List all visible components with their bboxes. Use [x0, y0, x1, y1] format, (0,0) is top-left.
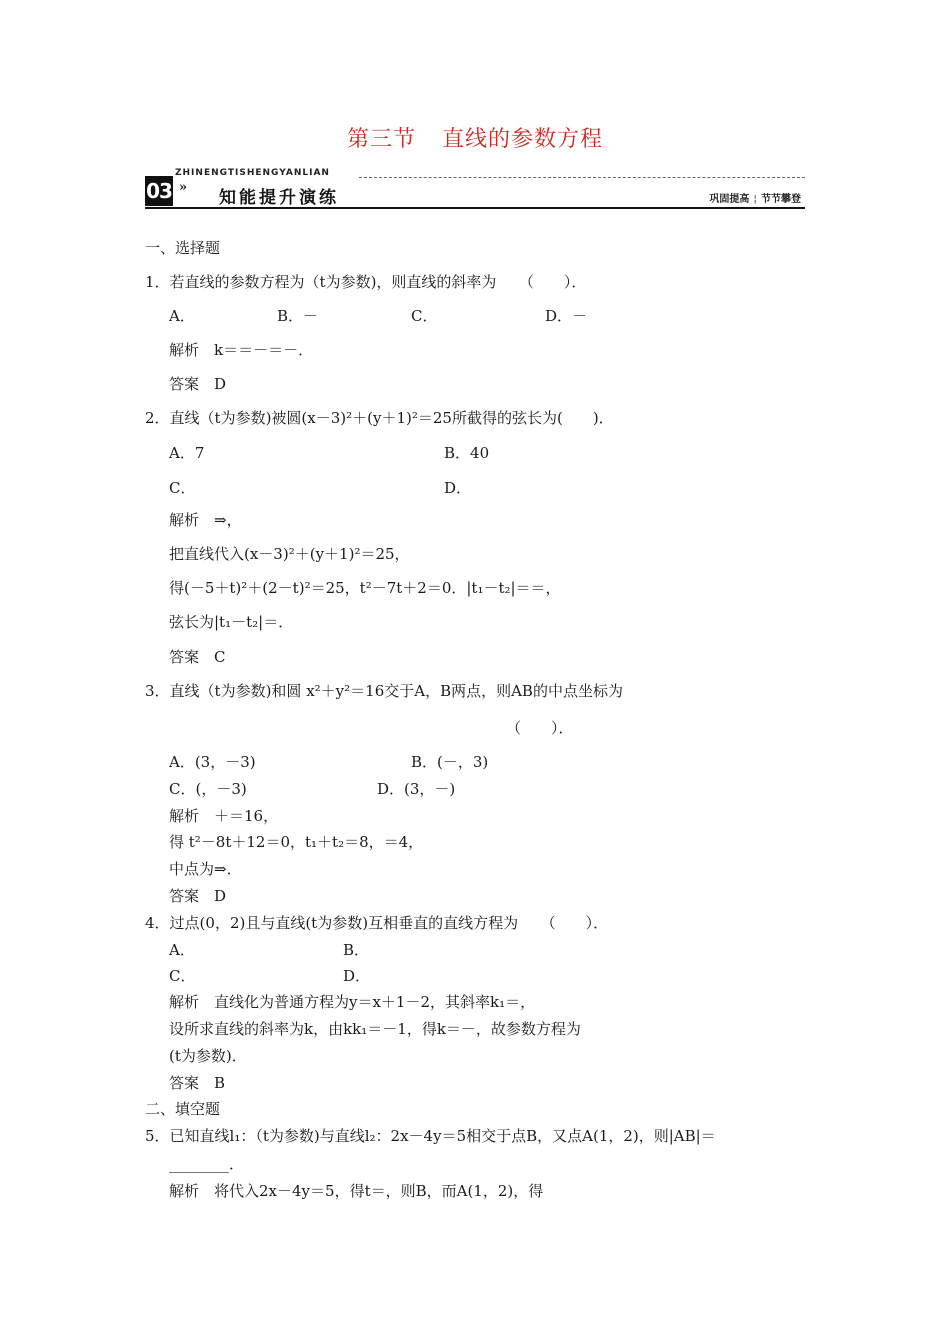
- tag-1: 巩固提高: [709, 194, 750, 205]
- answer: 答案 B: [169, 1074, 226, 1092]
- banner-rule: [145, 207, 805, 209]
- option-d: D．(3，－): [377, 780, 456, 798]
- solution-step: 得 t²－8t＋12＝0，t₁＋t₂＝8，＝4，: [169, 833, 424, 851]
- solution: 解析 ⇒，: [169, 511, 242, 529]
- solution-step: 设所求直线的斜率为k，由kk₁＝－1，得k＝－，故参数方程为: [169, 1020, 581, 1038]
- option-b: B．: [343, 941, 370, 959]
- option-a: A．: [169, 307, 195, 325]
- option-c: C．(，－3): [169, 780, 247, 798]
- answer-bracket: （ ）．: [506, 719, 574, 737]
- option-d: D．: [444, 479, 472, 497]
- option-c: C．: [169, 479, 196, 497]
- banner-tagline: 巩固提高 ¦ 节节攀登: [709, 194, 801, 205]
- question-1: 1．若直线的参数方程为（t为参数)，则直线的斜率为 （ ）．: [145, 273, 587, 291]
- solution: 解析 将代入2x－4y＝5，得t＝，则B，而A(1，2)，得: [169, 1182, 544, 1200]
- option-a: A．7: [169, 444, 205, 462]
- section-number: 第三节: [346, 127, 416, 152]
- answer: 答案 C: [169, 648, 226, 666]
- answer-blank: ________．: [169, 1155, 245, 1173]
- answer: 答案 D: [169, 887, 227, 905]
- option-d: D．: [343, 967, 371, 985]
- option-d: D．－: [545, 307, 588, 325]
- solution-step: 弦长为|t₁－t₂|＝．: [169, 613, 294, 631]
- banner-dashed-line: [359, 177, 805, 178]
- option-b: B．－: [277, 307, 319, 325]
- question-3: 3．直线（t为参数)和圆 x²＋y²＝16交于A，B两点，则AB的中点坐标为: [145, 682, 623, 700]
- solution-step: 得(－5＋t)²＋(2－t)²＝25，t²－7t＋2＝0．|t₁－t₂|＝＝，: [169, 579, 561, 597]
- banner-title: 知能提升演练: [219, 188, 339, 208]
- question-5: 5．已知直线l₁：（t为参数)与直线l₂：2x－4y＝5相交于点B，又点A(1，2)，则|AB|＝: [145, 1127, 716, 1145]
- solution: 解析 ＋＝16，: [169, 807, 279, 825]
- section-name: 直线的参数方程: [442, 127, 604, 152]
- solution: 解析 k＝＝－＝－．: [169, 341, 314, 359]
- tag-2: 节节攀登: [761, 194, 801, 205]
- solution-step: 把直线代入(x－3)²＋(y＋1)²＝25，: [169, 545, 410, 563]
- solution: 解析 直线化为普通方程为y＝x＋1－2，其斜率k₁＝，: [169, 993, 536, 1011]
- solution-step: (t为参数)．: [169, 1047, 247, 1065]
- section-heading: 二、填空题: [145, 1100, 221, 1118]
- option-a: A．(3，－3): [169, 753, 256, 771]
- page-title: [0, 122, 950, 153]
- option-c: C．: [169, 967, 196, 985]
- option-b: B．(－，3): [411, 753, 489, 771]
- solution-step: 中点为⇒．: [169, 860, 242, 878]
- section-heading: 一、选择题: [145, 239, 221, 257]
- option-a: A．: [169, 941, 195, 959]
- option-c: C．: [411, 307, 438, 325]
- banner-number: 03: [145, 176, 173, 206]
- question-4: 4．过点(0，2)且与直线(t为参数)互相垂直的直线方程为 （ ）．: [145, 914, 609, 932]
- question-2: 2．直线（t为参数)被圆(x－3)²＋(y＋1)²＝25所截得的弦长为( )．: [145, 409, 614, 427]
- option-b: B．40: [444, 444, 490, 462]
- double-arrow-icon: »: [179, 180, 188, 195]
- banner-pinyin: ZHINENGTISHENGYANLIAN: [175, 168, 330, 178]
- answer: 答案 D: [169, 375, 227, 393]
- section-banner: [145, 168, 805, 210]
